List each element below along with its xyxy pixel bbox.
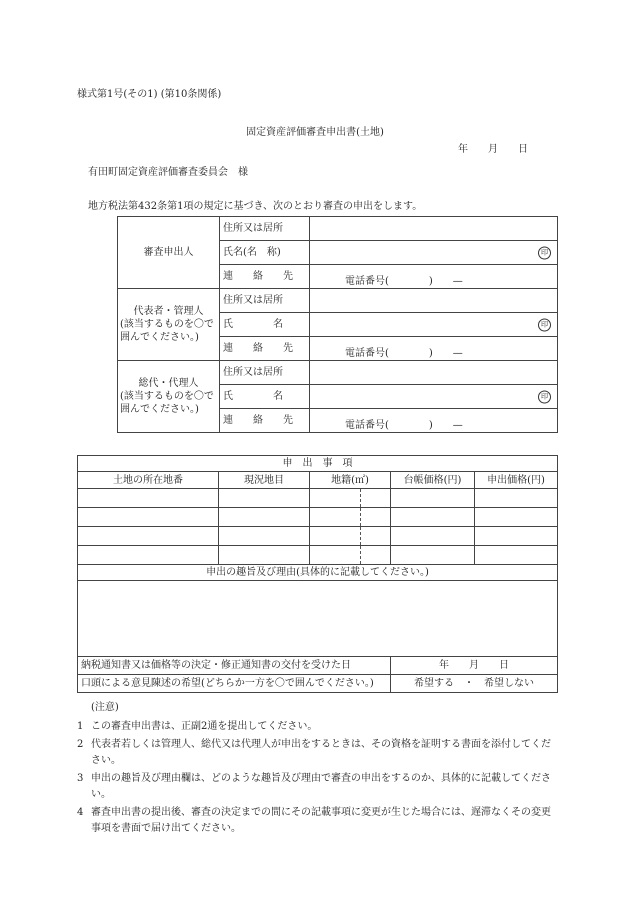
table-row bbox=[78, 489, 558, 508]
document-title: 固定資産評価審査申出書(土地) bbox=[246, 127, 384, 138]
matters-header: 申 出 事 項 bbox=[78, 456, 558, 472]
representative-label: 代表者・管理人 (該当するものを〇で囲んでください。) bbox=[118, 289, 220, 361]
notes-section bbox=[77, 700, 557, 839]
requested-price-cell[interactable] bbox=[475, 527, 558, 546]
requested-price-cell[interactable] bbox=[475, 508, 558, 527]
table-row bbox=[78, 546, 558, 565]
area-decimal-cell[interactable] bbox=[361, 546, 391, 565]
area-integer-cell[interactable] bbox=[310, 546, 361, 565]
form-number: 様式第1号(その1) (第10条関係) bbox=[77, 89, 222, 100]
seal-mark-icon: 印 bbox=[538, 390, 551, 403]
applicant-contact-label: 連 絡 先 bbox=[220, 265, 310, 289]
area-decimal-cell[interactable] bbox=[361, 489, 391, 508]
location-cell[interactable] bbox=[78, 527, 219, 546]
agent-name-field[interactable] bbox=[310, 385, 558, 409]
phone-label: 電話番号( ) — bbox=[345, 420, 463, 431]
location-cell[interactable] bbox=[78, 508, 219, 527]
location-cell[interactable] bbox=[78, 546, 219, 565]
location-cell[interactable] bbox=[78, 489, 219, 508]
land-category-cell[interactable] bbox=[219, 508, 310, 527]
seal-mark-icon: 印 bbox=[538, 246, 551, 259]
applicant-phone-field[interactable] bbox=[310, 265, 558, 289]
applicant-name-field[interactable] bbox=[310, 241, 558, 265]
oral-statement-options[interactable]: 希望する ・ 希望しない bbox=[391, 675, 558, 693]
requested-price-cell[interactable] bbox=[475, 546, 558, 565]
land-category-cell[interactable] bbox=[219, 527, 310, 546]
area-decimal-cell[interactable] bbox=[361, 527, 391, 546]
applicant-address-label: 住所又は居所 bbox=[220, 217, 310, 241]
oral-statement-label: 口頭による意見陳述の希望(どちらか一方を〇で囲んでください。) bbox=[78, 675, 391, 693]
applicant-table bbox=[117, 216, 558, 433]
agent-name-label: 氏 名 bbox=[220, 385, 310, 409]
ledger-price-cell[interactable] bbox=[391, 546, 475, 565]
area-integer-cell[interactable] bbox=[310, 527, 361, 546]
column-header: 土地の所在地番 bbox=[78, 472, 219, 489]
reason-field[interactable] bbox=[78, 581, 558, 657]
addressee: 有田町固定資産評価審査委員会 様 bbox=[88, 167, 248, 178]
representative-address-field[interactable] bbox=[310, 289, 558, 313]
column-header: 台帳価格(円) bbox=[391, 472, 475, 489]
note-item: 3 申出の趣旨及び理由欄は、どのような趣旨及び理由で審査の申出をするのか、具体的に記載してください。 bbox=[77, 773, 551, 800]
intro-text: 地方税法第432条第1項の規定に基づき、次のとおり審査の申出をします。 bbox=[88, 201, 423, 212]
agent-address-field[interactable] bbox=[310, 361, 558, 385]
note-item: 2 代表者若しくは管理人、総代又は代理人が申出をするときは、その資格を証明する書面を添付してください。 bbox=[77, 739, 551, 766]
column-header: 申出価格(円) bbox=[475, 472, 558, 489]
representative-address-label: 住所又は居所 bbox=[220, 289, 310, 313]
requested-price-cell[interactable] bbox=[475, 489, 558, 508]
area-decimal-cell[interactable] bbox=[361, 508, 391, 527]
applicant-name-label: 氏名(名 称) bbox=[220, 241, 310, 265]
reason-header: 申出の趣旨及び理由(具体的に記載してください。) bbox=[78, 565, 558, 581]
applicant-address-field[interactable] bbox=[310, 217, 558, 241]
representative-name-label: 氏 名 bbox=[220, 313, 310, 337]
phone-label: 電話番号( ) — bbox=[345, 276, 463, 287]
table-row bbox=[78, 508, 558, 527]
column-header: 地籍(㎡) bbox=[310, 472, 391, 489]
area-integer-cell[interactable] bbox=[310, 489, 361, 508]
representative-phone-field[interactable] bbox=[310, 337, 558, 361]
matters-table bbox=[77, 455, 558, 693]
table-row bbox=[78, 527, 558, 546]
notice-date-label: 納税通知書又は価格等の決定・修正通知書の交付を受けた日 bbox=[78, 657, 391, 675]
area-integer-cell[interactable] bbox=[310, 508, 361, 527]
seal-mark-icon: 印 bbox=[538, 318, 551, 331]
agent-label: 総代・代理人 (該当するものを〇で囲んでください。) bbox=[118, 361, 220, 433]
representative-contact-label: 連 絡 先 bbox=[220, 337, 310, 361]
land-category-cell[interactable] bbox=[219, 546, 310, 565]
notes-header: (注意) bbox=[91, 702, 119, 713]
note-item: 4 審査申出書の提出後、審査の決定までの間にその記載事項に変更が生じた場合には、遅滞なくその変更事項を書面で届け出てください。 bbox=[77, 807, 551, 834]
note-item: 1 この審査申出書は、正副2通を提出してください。 bbox=[77, 721, 318, 732]
ledger-price-cell[interactable] bbox=[391, 527, 475, 546]
notice-date-field[interactable]: 年 月 日 bbox=[391, 657, 558, 675]
ledger-price-cell[interactable] bbox=[391, 489, 475, 508]
agent-phone-field[interactable] bbox=[310, 409, 558, 433]
phone-label: 電話番号( ) — bbox=[345, 348, 463, 359]
date-line: 年 月 日 bbox=[458, 144, 528, 155]
representative-name-field[interactable] bbox=[310, 313, 558, 337]
column-header: 現況地目 bbox=[219, 472, 310, 489]
agent-address-label: 住所又は居所 bbox=[220, 361, 310, 385]
applicant-label: 審査申出人 bbox=[118, 217, 220, 289]
land-category-cell[interactable] bbox=[219, 489, 310, 508]
agent-contact-label: 連 絡 先 bbox=[220, 409, 310, 433]
ledger-price-cell[interactable] bbox=[391, 508, 475, 527]
